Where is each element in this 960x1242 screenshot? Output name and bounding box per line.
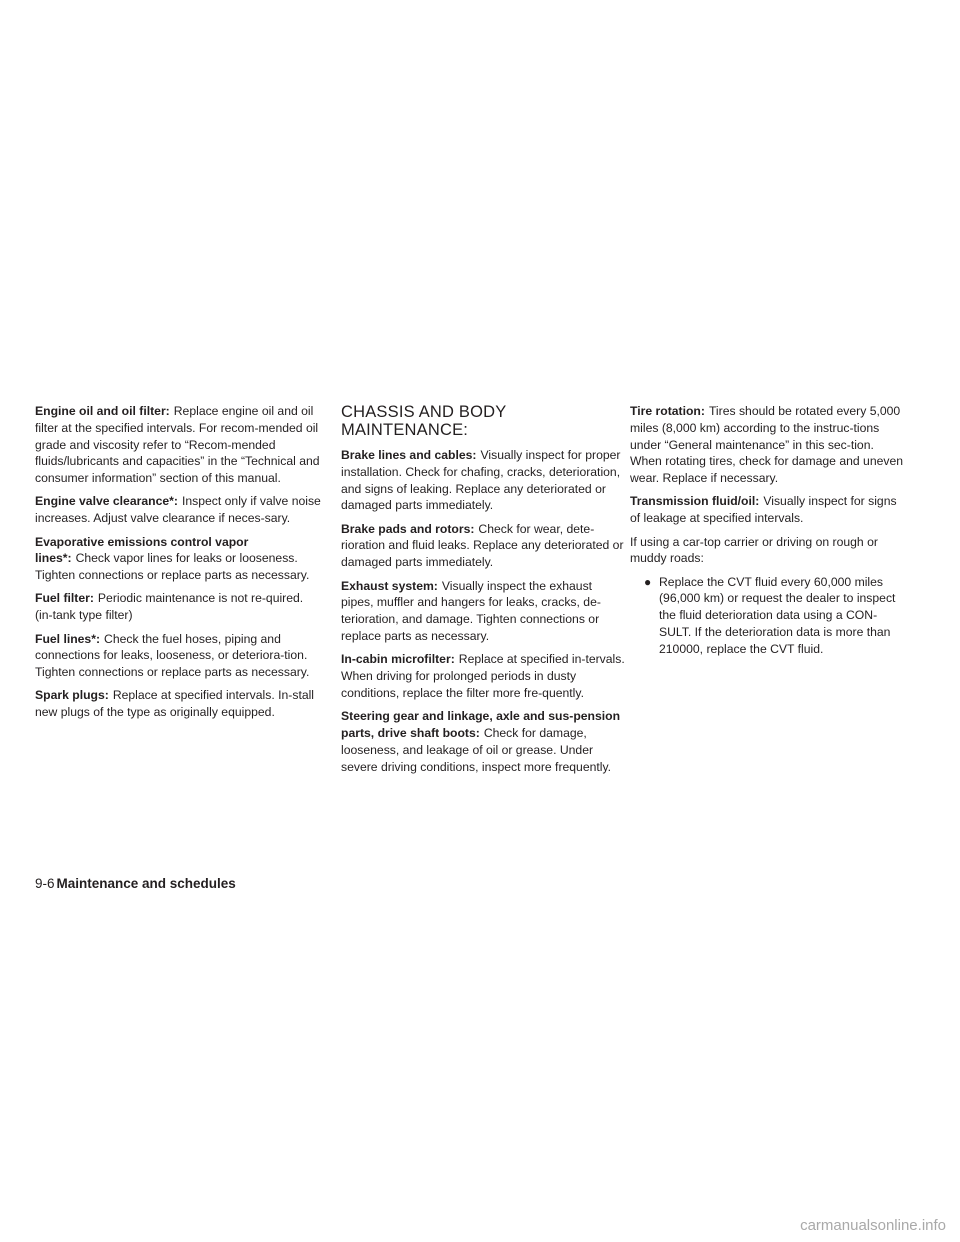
paragraph-brake-pads — [341, 521, 627, 571]
item-text: Replace at specified intervals. In-stall new plugs of the type as originally equipped. — [35, 688, 315, 720]
paragraph-valve-clearance — [35, 493, 321, 527]
paragraph-fuel-filter — [35, 590, 321, 624]
middle-column — [341, 403, 627, 782]
item-text: Tires should be rotated every 5,000 miles (8,000 km) according to the instruc-tions under “General maintenance” in this sec-tion. When rotating tires, check for damage and uneven wear. Replace if necessary. — [630, 404, 904, 486]
item-text: Inspect only if valve noise increases. Adjust valve clearance if neces-sary. — [35, 494, 321, 526]
item-title: Exhaust system: — [341, 578, 438, 593]
item-text: Visually inspect for proper installation. Check for chafing, cracks, deterioration, and signs of leaking. Replace any deteriorated or damaged parts immediately. — [341, 448, 621, 513]
page-footer — [35, 876, 236, 891]
item-title: Engine oil and oil filter: — [35, 404, 170, 418]
paragraph-brake-lines — [341, 447, 627, 514]
item-title: Brake lines and cables: — [341, 448, 477, 462]
paragraph-microfilter — [341, 651, 627, 701]
item-text: Check vapor lines for leaks or looseness. Tighten connections or replace parts as necessary. — [35, 551, 310, 583]
item-title: Engine valve clearance*: — [35, 494, 178, 509]
item-text: Visually inspect the exhaust pipes, muffler and hangers for leaks, cracks, de-terioration, and damage. Tighten connections or replace parts as necessary. — [341, 578, 601, 643]
item-title: Steering gear and linkage, axle and sus-pension parts, drive shaft boots: — [341, 709, 621, 740]
item-title: Spark plugs: — [35, 688, 109, 703]
item-text: Check for wear, dete-rioration and fluid leaks. Replace any deteriorated or damaged parts immediately. — [341, 521, 624, 570]
paragraph-engine-oil — [35, 403, 321, 487]
paragraph-evap-lines — [35, 534, 321, 584]
paragraph-exhaust — [341, 578, 627, 645]
item-text: Check the fuel hoses, piping and connections for leaks, looseness, or deteriora-tion. Tighten connections or replace parts as necessary. — [35, 631, 310, 680]
item-title: Tire rotation: — [630, 404, 705, 418]
page-number: 9-6 — [35, 876, 55, 891]
item-title: Evaporative emissions control vapor lines*: — [35, 534, 249, 566]
item-text: Visually inspect for signs of leakage at specified intervals. — [630, 494, 897, 526]
item-text: Replace engine oil and oil filter at the specified intervals. For recom-mended oil grade and viscosity refer to “Recom-mended fluids/lubricants and capacities” in the “Technical and consumer information” section of this manual. — [35, 404, 320, 486]
paragraph-note: If using a car-top carrier or driving on rough or muddy roads: — [630, 534, 878, 566]
bullet-text: Replace the CVT fluid every 60,000 miles (96,000 km) or request the dealer to inspect the fluid deterioration data using a CON-SULT. If the deterioration data is more than 210000, replace the CVT fluid. — [659, 574, 896, 656]
paragraph-transmission — [630, 493, 906, 527]
item-text: Periodic maintenance is not re-quired. (in-tank type filter) — [35, 591, 304, 623]
bullet-icon: ● — [644, 574, 652, 589]
left-column — [35, 403, 321, 728]
section-heading: CHASSIS AND BODY MAINTENANCE: — [341, 403, 507, 439]
item-title: Brake pads and rotors: — [341, 521, 475, 536]
bullet-item — [644, 574, 906, 658]
item-text: Check for damage, looseness, and leakage of oil or grease. Under severe driving conditions, inspect more frequently. — [341, 725, 612, 774]
item-title: Transmission fluid/oil: — [630, 494, 760, 509]
paragraph-tire-rotation — [630, 403, 906, 487]
paragraph-steering — [341, 708, 627, 775]
item-title: In-cabin microfilter: — [341, 652, 455, 667]
watermark: carmanualsonline.info — [800, 1217, 946, 1234]
item-title: Fuel lines*: — [35, 631, 101, 646]
footer-section-name: Maintenance and schedules — [56, 876, 236, 891]
item-title: Fuel filter: — [35, 591, 94, 606]
paragraph-spark-plugs — [35, 687, 321, 721]
right-column — [630, 403, 906, 658]
paragraph-fuel-lines — [35, 631, 321, 681]
item-text: Replace at specified in-tervals. When driving for prolonged periods in dusty conditions, replace the filter more fre-quently. — [341, 652, 625, 700]
